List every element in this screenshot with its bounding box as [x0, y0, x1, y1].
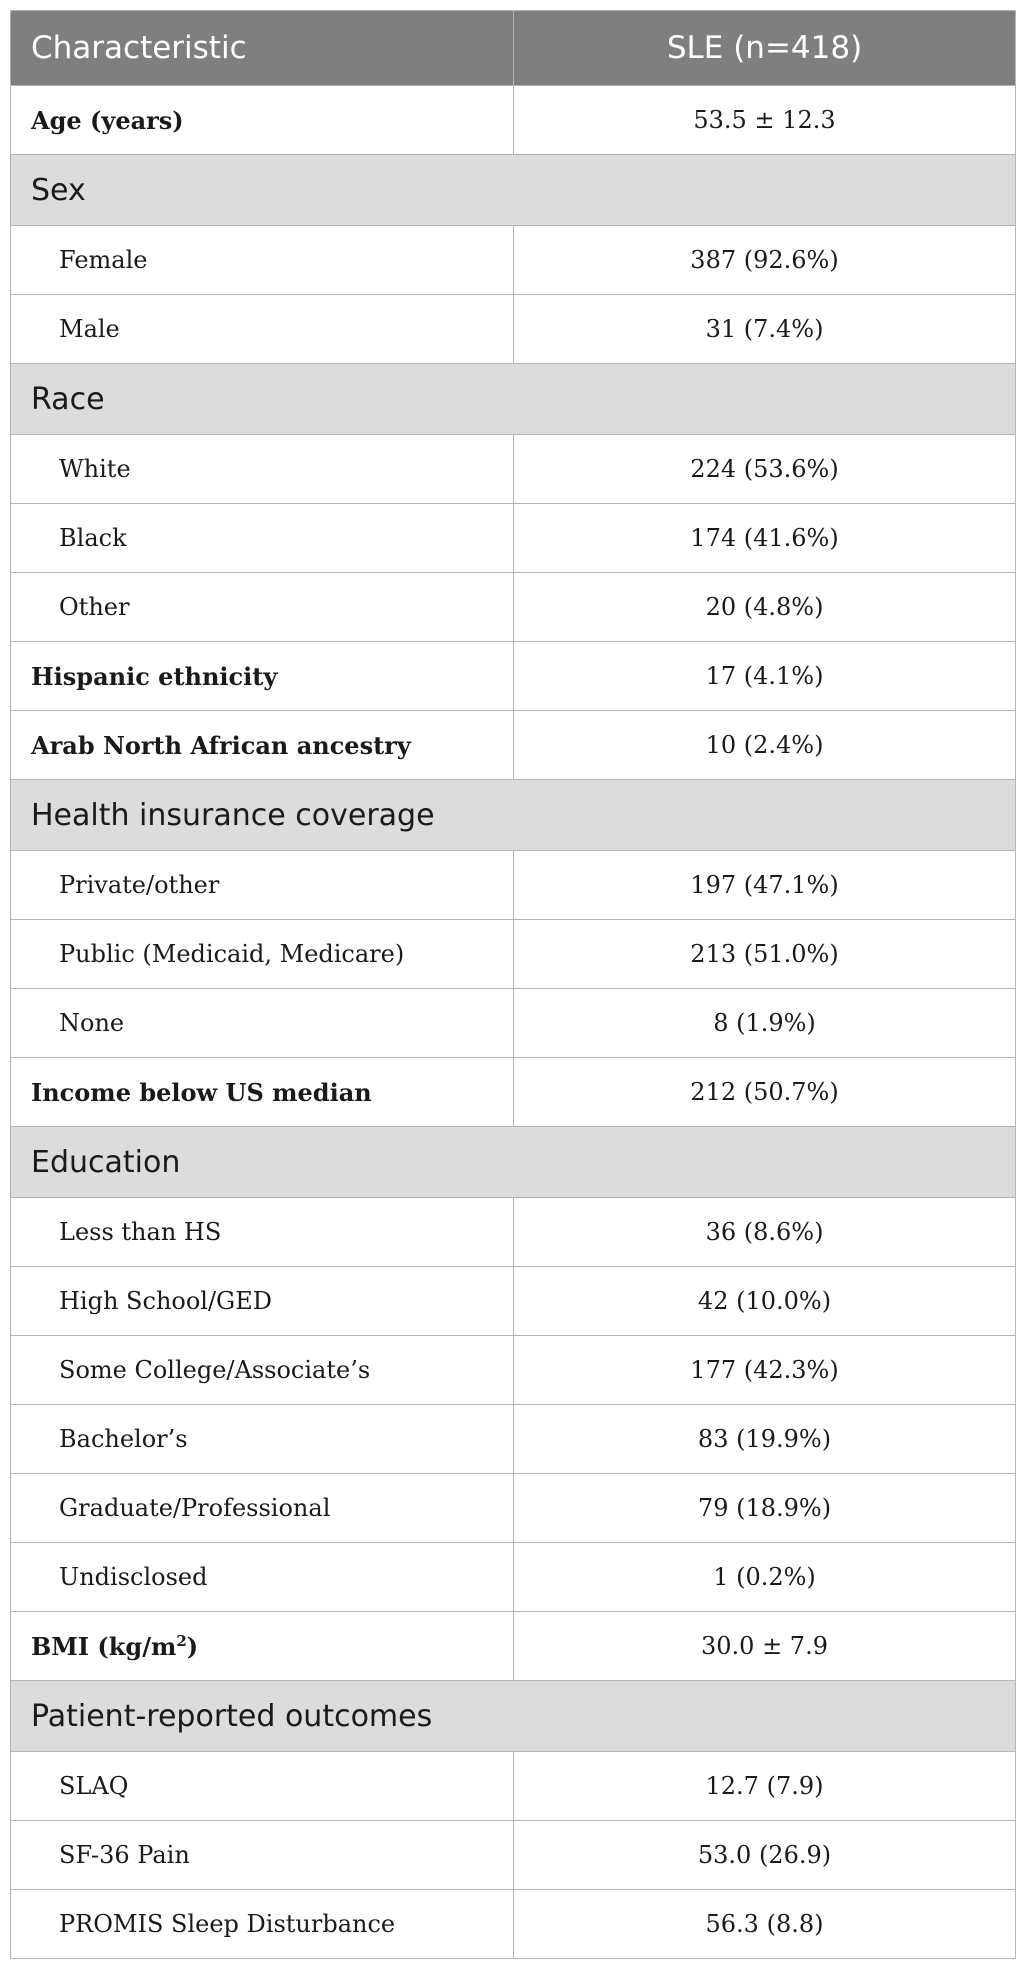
table-row	[11, 1752, 1016, 1821]
table-row	[11, 1890, 1016, 1959]
row-value-arab: 10 (2.4%)	[514, 711, 1016, 780]
bmi-label-close: )	[186, 1631, 199, 1661]
row-value-private: 197 (47.1%)	[514, 851, 1016, 920]
row-value-black: 174 (41.6%)	[514, 504, 1016, 573]
header-sle: SLE (n=418)	[514, 11, 1016, 86]
section-label-pro: Patient-reported outcomes	[11, 1681, 1016, 1752]
row-label-slaq: SLAQ	[11, 1752, 514, 1821]
table-row	[11, 1267, 1016, 1336]
table-row	[11, 226, 1016, 295]
row-label-male: Male	[11, 295, 514, 364]
section-row-insurance	[11, 780, 1016, 851]
row-label-hs-ged: High School/GED	[11, 1267, 514, 1336]
table-row	[11, 989, 1016, 1058]
row-value-some-college: 177 (42.3%)	[514, 1336, 1016, 1405]
row-value-income: 212 (50.7%)	[514, 1058, 1016, 1127]
section-label-insurance: Health insurance coverage	[11, 780, 1016, 851]
table-row	[11, 1543, 1016, 1612]
row-value-sf36: 53.0 (26.9)	[514, 1821, 1016, 1890]
table-row	[11, 86, 1016, 155]
characteristics-table-container	[10, 10, 1015, 1959]
table-row	[11, 504, 1016, 573]
section-row-sex	[11, 155, 1016, 226]
row-label-black: Black	[11, 504, 514, 573]
row-value-undisclosed: 1 (0.2%)	[514, 1543, 1016, 1612]
table-row	[11, 711, 1016, 780]
table-row	[11, 1198, 1016, 1267]
section-row-race	[11, 364, 1016, 435]
table-row	[11, 920, 1016, 989]
row-value-hispanic: 17 (4.1%)	[514, 642, 1016, 711]
table-row	[11, 295, 1016, 364]
row-label-arab: Arab North African ancestry	[11, 711, 514, 780]
table-row	[11, 435, 1016, 504]
table-row	[11, 1612, 1016, 1681]
bmi-label-text: BMI (kg/m	[31, 1631, 177, 1661]
row-label-public: Public (Medicaid, Medicare)	[11, 920, 514, 989]
table-row	[11, 1058, 1016, 1127]
row-value-bachelors: 83 (19.9%)	[514, 1405, 1016, 1474]
row-value-other-race: 20 (4.8%)	[514, 573, 1016, 642]
row-value-promis: 56.3 (8.8)	[514, 1890, 1016, 1959]
row-label-graduate: Graduate/Professional	[11, 1474, 514, 1543]
row-value-male: 31 (7.4%)	[514, 295, 1016, 364]
row-value-hs-ged: 42 (10.0%)	[514, 1267, 1016, 1336]
row-value-less-hs: 36 (8.6%)	[514, 1198, 1016, 1267]
row-label-less-hs: Less than HS	[11, 1198, 514, 1267]
row-value-public: 213 (51.0%)	[514, 920, 1016, 989]
row-label-income: Income below US median	[11, 1058, 514, 1127]
table-row	[11, 851, 1016, 920]
row-value-female: 387 (92.6%)	[514, 226, 1016, 295]
section-label-race: Race	[11, 364, 1016, 435]
table-row	[11, 573, 1016, 642]
row-value-bmi: 30.0 ± 7.9	[514, 1612, 1016, 1681]
characteristics-table	[10, 10, 1016, 1959]
table-row	[11, 642, 1016, 711]
row-label-hispanic: Hispanic ethnicity	[11, 642, 514, 711]
row-label-female: Female	[11, 226, 514, 295]
row-label-none: None	[11, 989, 514, 1058]
section-label-sex: Sex	[11, 155, 1016, 226]
row-label-age: Age (years)	[11, 86, 514, 155]
header-characteristic: Characteristic	[11, 11, 514, 86]
table-row	[11, 1405, 1016, 1474]
row-value-white: 224 (53.6%)	[514, 435, 1016, 504]
row-label-bachelors: Bachelor’s	[11, 1405, 514, 1474]
bmi-label-superscript: 2	[176, 1631, 187, 1650]
table-row	[11, 1474, 1016, 1543]
row-label-promis: PROMIS Sleep Disturbance	[11, 1890, 514, 1959]
row-label-sf36: SF-36 Pain	[11, 1821, 514, 1890]
section-row-education	[11, 1127, 1016, 1198]
section-row-pro	[11, 1681, 1016, 1752]
row-value-slaq: 12.7 (7.9)	[514, 1752, 1016, 1821]
section-label-education: Education	[11, 1127, 1016, 1198]
row-label-private: Private/other	[11, 851, 514, 920]
row-value-none: 8 (1.9%)	[514, 989, 1016, 1058]
row-value-graduate: 79 (18.9%)	[514, 1474, 1016, 1543]
table-row	[11, 1821, 1016, 1890]
table-row	[11, 1336, 1016, 1405]
row-label-white: White	[11, 435, 514, 504]
row-label-other-race: Other	[11, 573, 514, 642]
row-value-age: 53.5 ± 12.3	[514, 86, 1016, 155]
row-label-some-college: Some College/Associate’s	[11, 1336, 514, 1405]
row-label-undisclosed: Undisclosed	[11, 1543, 514, 1612]
table-header-row	[11, 11, 1016, 86]
row-label-bmi	[11, 1612, 514, 1681]
